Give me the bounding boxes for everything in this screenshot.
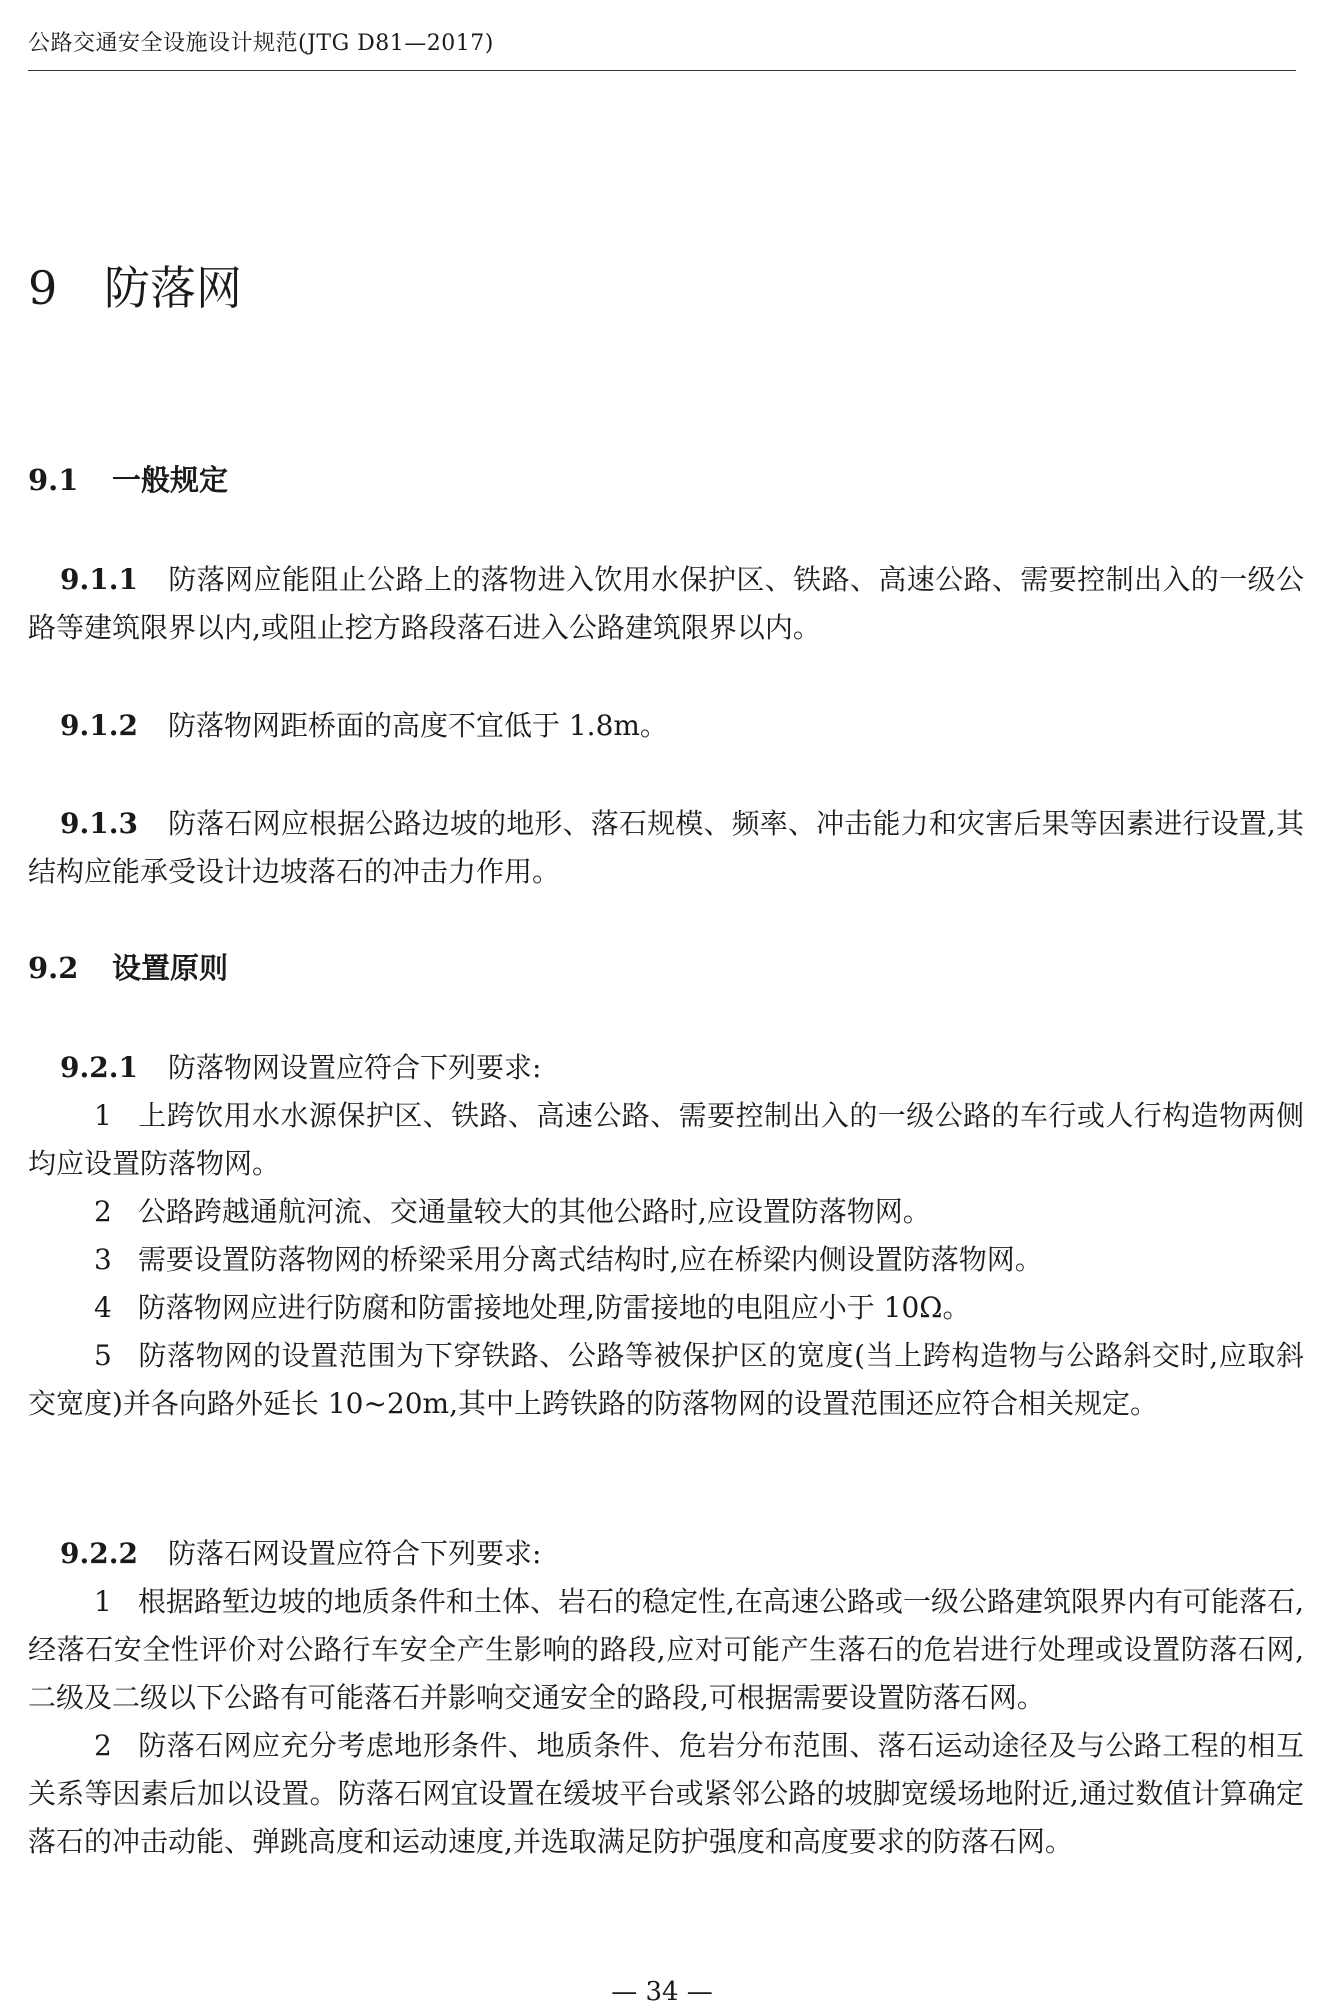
clause-number: 9.2.1: [60, 1051, 138, 1084]
clause-text: 防落石网应根据公路边坡的地形、落石规模、频率、冲击能力和灾害后果等因素进行设置,其结构应能承受设计边坡落石的冲击力作用。: [28, 807, 1304, 888]
clause-text: 防落网应能阻止公路上的落物进入饮用水保护区、铁路、高速公路、需要控制出入的一级公路等建筑限界以内,或阻止挖方路段落石进入公路建筑限界以内。: [28, 563, 1304, 644]
section-name: 一般规定: [112, 463, 229, 497]
clause-number: 9.1.3: [60, 807, 138, 840]
chapter-number: 9: [28, 261, 58, 315]
list-item: 2 公路跨越通航河流、交通量较大的其他公路时,应设置防落物网。: [94, 1195, 931, 1228]
clause-9-1-2: [28, 702, 1304, 750]
section-heading-9-1: [28, 460, 228, 500]
list-item: 4 防落物网应进行防腐和防雷接地处理,防雷接地的电阻应小于 10Ω。: [94, 1291, 971, 1324]
chapter-name: 防落网: [104, 261, 242, 315]
section-number: 9.1: [28, 463, 79, 497]
page-number: — 34 —: [611, 1977, 713, 2007]
chapter-title: [28, 258, 242, 318]
list-item: 5 防落物网的设置范围为下穿铁路、公路等被保护区的宽度(当上跨构造物与公路斜交时,应取斜交宽度)并各向路外延长 10~20m,其中上跨铁路的防落物网的设置范围还应符合相关规定。: [28, 1339, 1304, 1420]
list-item: 2 防落石网应充分考虑地形条件、地质条件、危岩分布范围、落石运动途径及与公路工程的相互关系等因素后加以设置。防落石网宜设置在缓坡平台或紧邻公路的坡脚宽缓场地附近,通过数值计算确定落石的冲击动能、弹跳高度和运动速度,并选取满足防护强度和高度要求的防落石网。: [28, 1729, 1304, 1858]
list-item: 1 根据路堑边坡的地质条件和土体、岩石的稳定性,在高速公路或一级公路建筑限界内有可能落石,经落石安全性评价对公路行车安全产生影响的路段,应对可能产生落石的危岩进行处理或设置防落石网,二级及二级以下公路有可能落石并影响交通安全的路段,可根据需要设置防落石网。: [28, 1585, 1304, 1714]
clause-text: 防落物网距桥面的高度不宜低于 1.8m。: [167, 709, 668, 742]
clause-9-1-1: [28, 556, 1304, 652]
list-item: 3 需要设置防落物网的桥梁采用分离式结构时,应在桥梁内侧设置防落物网。: [94, 1243, 1043, 1276]
list-item: 1 上跨饮用水水源保护区、铁路、高速公路、需要控制出入的一级公路的车行或人行构造物两侧均应设置防落物网。: [28, 1099, 1304, 1180]
clause-9-2-1-items: [28, 1092, 1304, 1428]
clause-9-2-2-items: [28, 1578, 1304, 1866]
section-number: 9.2: [28, 951, 79, 985]
clause-9-2-2: [28, 1530, 1304, 1578]
clause-number: 9.1.2: [60, 709, 138, 742]
clause-number: 9.2.2: [60, 1537, 138, 1570]
clause-9-2-1: [28, 1044, 1304, 1092]
running-header: 公路交通安全设施设计规范(JTG D81—2017): [28, 31, 494, 56]
clause-text: 防落石网设置应符合下列要求:: [167, 1537, 542, 1570]
section-name: 设置原则: [112, 951, 229, 985]
clause-text: 防落物网设置应符合下列要求:: [167, 1051, 542, 1084]
section-heading-9-2: [28, 948, 228, 988]
clause-number: 9.1.1: [60, 563, 138, 596]
clause-9-1-3: [28, 800, 1304, 896]
header-divider: [28, 70, 1296, 71]
